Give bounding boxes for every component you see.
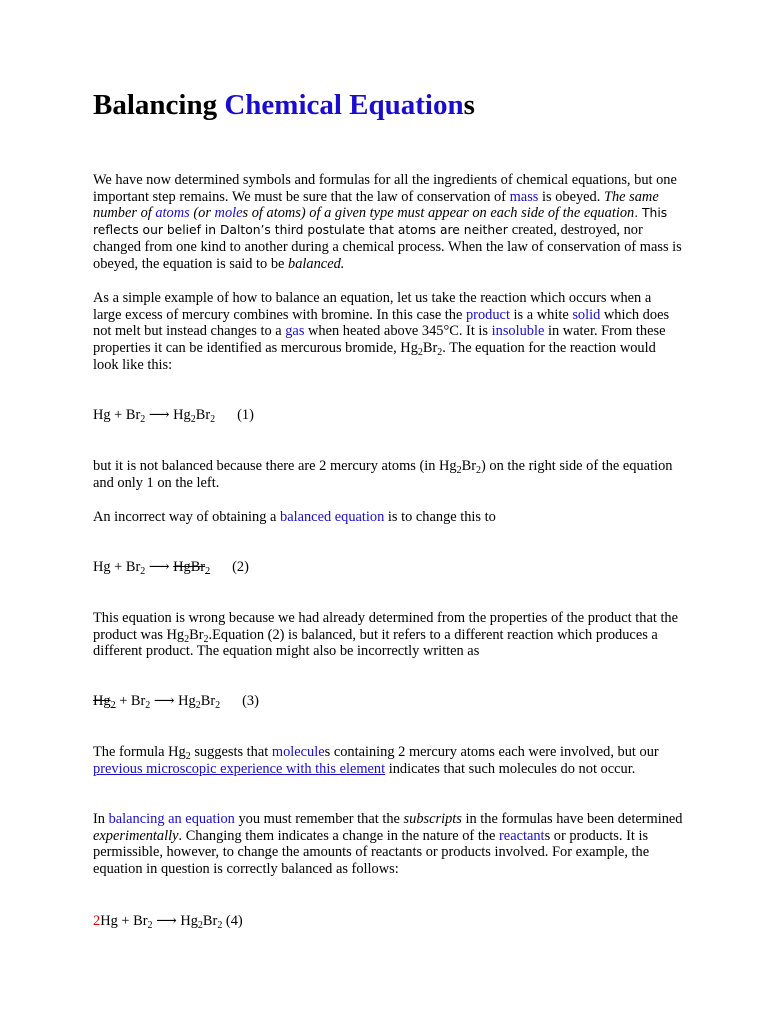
insoluble-link[interactable]: insoluble [491, 323, 545, 340]
moles-link[interactable]: mole [214, 205, 243, 222]
paragraph-subscripts: In balancing an equation you must remember that the subscripts in the formulas have been determined experimentally. Changing them indicates a change in the nature of the reactants or products. It is permissible, however, to change the amounts of reactants or products involved. For example, the equation in question is correctly balanced as follows: [93, 811, 683, 878]
struck-formula: $Hg_2$ [93, 693, 116, 711]
page-title: Balancing Chemical Equations [93, 89, 475, 121]
chemical-equation-link[interactable]: Chemical Equation [224, 89, 464, 121]
gas-link[interactable]: gas [285, 323, 305, 340]
paragraph-not-balanced: but it is not balanced because there are 2 mercury atoms (in $Hg_2Br_2$) on the right side of the equation and only 1 on the left. [93, 458, 673, 491]
molecules-link[interactable]: molecule [271, 744, 325, 760]
balanced-equation-link[interactable]: balanced equation [280, 509, 385, 525]
coefficient: 2 [93, 913, 101, 929]
equation-4: $2Hg + Br_2$ ⟶ $Hg_2Br_2$ (4) [93, 913, 243, 931]
paragraph-incorrect-way: An incorrect way of obtaining a balanced equation is to change this to [93, 509, 496, 525]
paragraph-wrong: This equation is wrong because we had already determined from the properties of the product that the product was $Hg_2Br_2.Equation$ (2) is balanced, but it refers to a different reaction which produces a different product. The equation might also be incorrectly written as [93, 610, 679, 660]
product-link[interactable]: product [465, 306, 510, 323]
paragraph-hg2: The formula $Hg_2$ suggests that molecules containing 2 mercury atoms each were involved, but our previous microscopic experience with this element indicates that such molecules do not occur. [93, 744, 659, 777]
mass-link[interactable]: mass [509, 188, 539, 205]
paragraph-example: As a simple example of how to balance an equation, let us take the reaction which occurs when a large excess of mercury combines with bromine. In this case the product is a white solid which does not melt but instead changes to a gas when heated above 345°C. It is insoluble in water. From these properties it can be identified as mercurous bromide, $Hg_2Br_2$. The equation for the reaction would look like this: [93, 290, 670, 373]
equation-2: $Hg + Br_2$ ⟶ HgBr$_2$ (2) [93, 559, 249, 577]
paragraph-conservation: We have now determined symbols and formulas for all the ingredients of chemical equations, but one important step remains. We must be sure that the law of conservation of mass is obeyed. The same number of atoms (or moles of atoms) of a given type must appear on each side of the equation. This reflects our belief in Dalton’s third postulate that atoms are neither created, destroyed, nor changed from one kind to another during a chemical process. When the law of conservation of mass is obeyed, the equation is said to be balanced. [93, 172, 682, 272]
struck-formula: HgBr$_2$ [173, 559, 211, 577]
solid-link[interactable]: solid [572, 306, 601, 323]
balancing-an-equation-link[interactable]: balancing an equation [108, 811, 235, 827]
previous-experience-link[interactable]: previous microscopic experience with this element [93, 760, 386, 777]
reactant-link[interactable]: reactant [499, 827, 545, 844]
equation-1: $Hg + Br_2$ ⟶ $Hg_2Br_2$ (1) [93, 407, 254, 425]
equation-3: $Hg_2 + Br_2$ ⟶ $Hg_2Br_2$ (3) [93, 693, 259, 711]
atoms-link[interactable]: atoms [155, 205, 190, 222]
